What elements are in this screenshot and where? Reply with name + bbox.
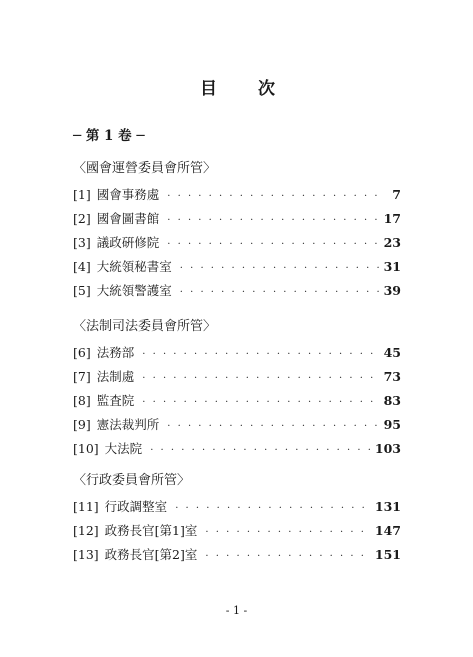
toc-entry [73,183,401,207]
entry-page: 151 [374,547,401,562]
title-char-1: 目 [200,79,217,99]
entry-label: 大統領警護室 [96,283,172,298]
entry-label: 大統領秘書室 [96,259,172,274]
dot-leader [175,497,371,521]
entry-page: 131 [374,499,401,514]
toc-entry [73,341,401,365]
section-title: 〈行政委員會所管〉 [73,473,191,488]
entry-page: 103 [374,441,401,456]
toc-entry [73,255,401,279]
entry-label: 大法院 [104,441,143,456]
toc-entry [73,389,401,413]
section-title: 〈法制司法委員會所管〉 [73,319,217,334]
toc-entry [73,207,401,231]
entry-number: [2] [73,211,91,226]
entry-number: [13] [73,547,99,562]
entry-label: 議政硏修院 [96,235,160,250]
entry-number: [1] [73,187,91,202]
entry-number: [5] [73,283,91,298]
entry-page: 31 [383,259,401,274]
entry-page: 83 [383,393,401,408]
dot-leader [142,367,379,391]
entry-label: 監査院 [96,393,135,408]
toc-entry [73,519,401,543]
volume-heading: ─ 第 1 卷 ─ [73,128,145,144]
entry-label: 國會圖書館 [96,211,160,226]
entry-page: 39 [383,283,401,298]
entry-label: 法制處 [96,369,135,384]
entry-label: 政務長官[第1]室 [104,523,198,538]
entry-page: 73 [383,369,401,384]
entry-label: 國會事務處 [96,187,160,202]
entry-number: [8] [73,393,91,408]
dot-leader [205,521,371,545]
dot-leader [150,439,371,463]
entry-page: 45 [383,345,401,360]
dot-leader [180,257,380,281]
entry-number: [11] [73,499,99,514]
section-legislation-judiciary [73,316,401,461]
section-administration [73,470,401,567]
dot-leader [205,545,371,569]
toc-entry [73,231,401,255]
section-national-assembly-steering [73,158,401,303]
toc-entry [73,365,401,389]
dot-leader [167,209,379,233]
entry-number: [6] [73,345,91,360]
page-number-footer: - 1 - [225,604,248,617]
entry-label: 行政調整室 [104,499,168,514]
toc-entry [73,495,401,519]
dot-leader [167,415,379,439]
entry-label: 法務部 [96,345,135,360]
dot-leader [167,185,383,209]
entry-number: [12] [73,523,99,538]
entry-page: 95 [383,417,401,432]
dot-leader [142,343,379,367]
toc-entry [73,543,401,567]
entry-label: 政務長官[第2]室 [104,547,198,562]
entry-page: 23 [383,235,401,250]
toc-entry [73,413,401,437]
entry-number: [4] [73,259,91,274]
entry-number: [7] [73,369,91,384]
toc-entry [73,437,401,461]
toc-entry [73,279,401,303]
dot-leader [167,233,379,257]
entry-label: 憲法裁判所 [96,417,160,432]
entry-page: 17 [383,211,401,226]
entry-number: [3] [73,235,91,250]
entry-page: 7 [392,187,401,202]
section-title: 〈國會運營委員會所管〉 [73,161,217,176]
dot-leader [180,281,380,305]
entry-number: [9] [73,417,91,432]
entry-number: [10] [73,441,99,456]
title-char-2: 次 [258,79,275,99]
entry-page: 147 [374,523,401,538]
dot-leader [142,391,379,415]
